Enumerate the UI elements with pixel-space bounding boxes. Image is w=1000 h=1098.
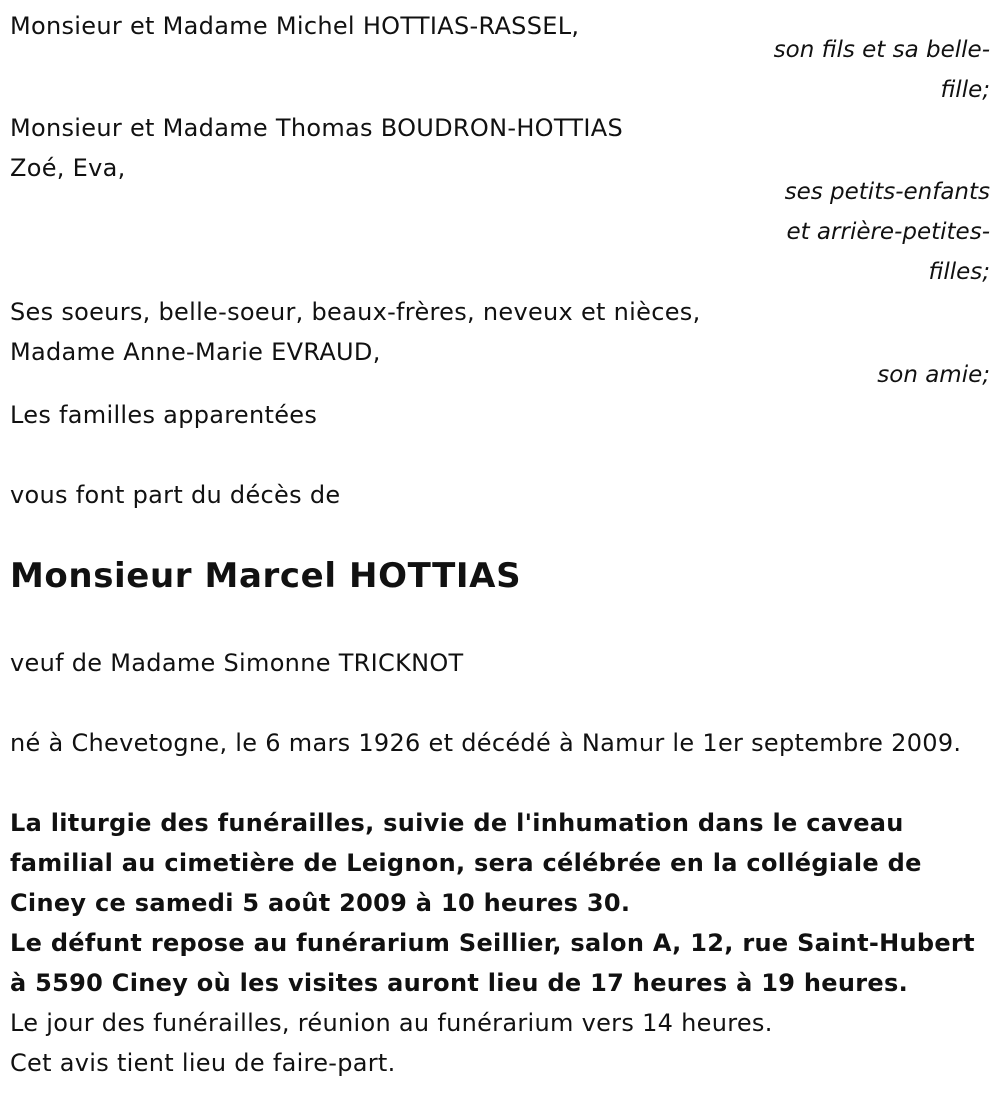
relation-text: ses petits-enfants: [784, 179, 990, 205]
relation-text: fille;: [940, 77, 990, 103]
widower-line: veuf de Madame Simonne TRICKNOT: [10, 649, 464, 677]
relation-text: et arrière-petites-: [786, 219, 990, 245]
relation-grandchildren: [750, 172, 990, 292]
family-line-siblings: Ses soeurs, belle-soeur, beaux-frères, neveux et nièces,: [10, 298, 701, 326]
relation-text: son amie;: [877, 362, 990, 388]
family-line-friend: Madame Anne-Marie EVRAUD,: [10, 338, 381, 366]
meeting-text: Le jour des funérailles, réunion au funérarium vers 14 heures.: [10, 1009, 773, 1037]
relation-text: son fils et sa belle-: [773, 37, 990, 63]
closing-text: Cet avis tient lieu de faire-part.: [10, 1049, 396, 1077]
relation-text: filles;: [928, 259, 990, 285]
family-line-grandchildren: Monsieur et Madame Thomas BOUDRON-HOTTIAS: [10, 114, 623, 142]
deceased-name: Monsieur Marcel HOTTIAS: [10, 556, 522, 596]
announcement-intro: vous font part du décès de: [10, 481, 341, 509]
family-line-son: Monsieur et Madame Michel HOTTIAS-RASSEL,: [10, 12, 580, 40]
repose-text: Le défunt repose au funérarium Seillier, salon A, 12, rue Saint-Hubert à 5590 Ciney où les visites auront lieu de 17 heures à 19 heures.: [10, 929, 975, 997]
liturgy-text: La liturgie des funérailles, suivie de l'inhumation dans le caveau familial au cimetière de Leignon, sera célébrée en la collégiale de Ciney ce samedi 5 août 2009 à 10 heures 30.: [10, 809, 922, 917]
relation-friend: [750, 355, 990, 395]
family-line-great-grandchildren: Zoé, Eva,: [10, 154, 126, 182]
birth-death-text: né à Chevetogne, le 6 mars 1926 et décédé à Namur le 1er septembre 2009.: [10, 729, 962, 757]
family-line-relatives: Les familles apparentées: [10, 401, 318, 429]
relation-son: [750, 30, 990, 110]
